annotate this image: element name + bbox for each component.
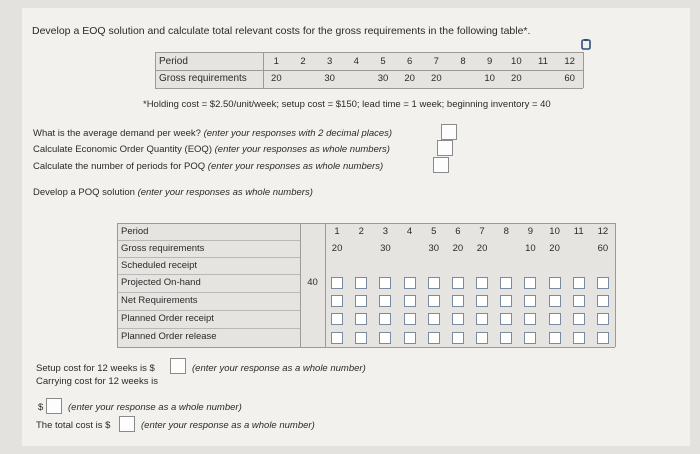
- carrying-cost-input[interactable]: [46, 398, 62, 414]
- planned-order-release-input[interactable]: [404, 332, 416, 344]
- poq-gross-cell: 20: [331, 243, 343, 254]
- question-average-demand-hint: (enter your responses with 2 decimal places): [203, 128, 393, 139]
- net-requirements-input[interactable]: [573, 295, 585, 307]
- net-requirements-input[interactable]: [355, 295, 367, 307]
- carrying-dollar: $: [38, 402, 44, 413]
- net-requirements-input[interactable]: [404, 295, 416, 307]
- poq-period-cell: 6: [455, 226, 461, 237]
- planned-order-receipt-input[interactable]: [404, 313, 416, 325]
- period-cell: 1: [273, 56, 279, 67]
- net-requirements-input[interactable]: [549, 295, 561, 307]
- poq-period-cell: 11: [573, 226, 584, 237]
- poq-period-cell: 5: [431, 226, 437, 237]
- projected-on-hand-input[interactable]: [597, 277, 609, 289]
- gross-requirements-label: Gross requirements: [159, 73, 247, 84]
- poq-row-label: Planned Order receipt: [121, 313, 214, 324]
- projected-on-hand-input[interactable]: [476, 277, 488, 289]
- planned-order-release-input[interactable]: [524, 332, 536, 344]
- poq-period-cell: 10: [549, 226, 560, 237]
- gross-cell: 10: [484, 73, 495, 84]
- total-cost-hint: (enter your response as a whole number): [141, 420, 315, 431]
- average-demand-input[interactable]: [441, 124, 457, 140]
- planned-order-receipt-input[interactable]: [524, 313, 536, 325]
- poq-gross-cell: 30: [380, 243, 391, 254]
- gross-cell: 20: [431, 73, 442, 84]
- planned-order-release-input[interactable]: [476, 332, 488, 344]
- planned-order-release-input[interactable]: [355, 332, 367, 344]
- setup-cost-label: Setup cost for 12 weeks is $: [36, 363, 155, 374]
- period-cell: 8: [460, 56, 466, 67]
- poq-row-label: Net Requirements: [121, 295, 198, 306]
- period-label: Period: [159, 56, 188, 67]
- poq-periods-input[interactable]: [433, 157, 449, 173]
- projected-on-hand-input[interactable]: [500, 277, 512, 289]
- gross-cell: 20: [511, 73, 522, 84]
- gross-cell: 30: [324, 73, 335, 84]
- poq-gross-cell: 20: [476, 243, 488, 254]
- gross-cell: 20: [271, 73, 282, 84]
- period-cell: 11: [538, 56, 548, 67]
- poq-period-cell: 2: [358, 226, 364, 237]
- poq-row-label: Planned Order release: [121, 331, 217, 342]
- planned-order-release-input[interactable]: [428, 332, 440, 344]
- poq-prompt: Develop a POQ solution: [33, 187, 135, 198]
- poq-period-cell: 1: [334, 226, 340, 237]
- projected-on-hand-input[interactable]: [331, 277, 343, 289]
- poq-row-label: Period: [121, 226, 149, 237]
- projected-on-hand-input[interactable]: [452, 277, 464, 289]
- planned-order-release-input[interactable]: [331, 332, 343, 344]
- period-cell: 3: [327, 56, 333, 67]
- poq-gross-cell: 10: [525, 243, 536, 254]
- net-requirements-input[interactable]: [476, 295, 488, 307]
- net-requirements-input[interactable]: [428, 295, 440, 307]
- projected-on-hand-start: 40: [307, 277, 318, 288]
- poq-gross-cell: 20: [452, 243, 464, 254]
- net-requirements-input[interactable]: [597, 295, 609, 307]
- setup-cost-input[interactable]: [170, 358, 186, 374]
- poq-gross-cell: 20: [549, 243, 560, 254]
- projected-on-hand-input[interactable]: [524, 277, 536, 289]
- footnote: *Holding cost = $2.50/unit/week; setup cost = $150; lead time = 1 week; beginning inventory = 40: [143, 99, 551, 110]
- projected-on-hand-input[interactable]: [379, 277, 391, 289]
- question-eoq-hint: (enter your responses as whole numbers): [214, 144, 390, 155]
- planned-order-receipt-input[interactable]: [452, 313, 464, 325]
- period-cell: 4: [353, 56, 359, 67]
- total-cost-label: The total cost is $: [36, 420, 111, 431]
- net-requirements-input[interactable]: [379, 295, 391, 307]
- net-requirements-input[interactable]: [331, 295, 343, 307]
- period-cell: 6: [407, 56, 413, 67]
- period-cell: 10: [511, 56, 522, 67]
- planned-order-receipt-input[interactable]: [379, 313, 391, 325]
- planned-order-receipt-input[interactable]: [428, 313, 440, 325]
- poq-period-cell: 3: [382, 226, 389, 237]
- question-average-demand: What is the average demand per week?: [33, 128, 201, 139]
- net-requirements-input[interactable]: [452, 295, 464, 307]
- period-cell: 2: [300, 56, 306, 67]
- net-requirements-input[interactable]: [524, 295, 536, 307]
- period-cell: 9: [487, 56, 493, 67]
- planned-order-receipt-input[interactable]: [573, 313, 585, 325]
- planned-order-release-input[interactable]: [452, 332, 464, 344]
- poq-row-label: Gross requirements: [121, 243, 205, 254]
- planned-order-release-input[interactable]: [500, 332, 512, 344]
- period-cell: 12: [564, 56, 575, 67]
- poq-row-label: Projected On-hand: [121, 277, 201, 288]
- poq-gross-cell: 60: [597, 243, 609, 254]
- projected-on-hand-input[interactable]: [549, 277, 561, 289]
- net-requirements-input[interactable]: [500, 295, 512, 307]
- question-poq-periods: Calculate the number of periods for POQ: [33, 161, 206, 172]
- planned-order-release-input[interactable]: [549, 332, 561, 344]
- question-poq-periods-hint: (enter your responses as whole numbers): [207, 161, 384, 172]
- projected-on-hand-input[interactable]: [404, 277, 416, 289]
- planned-order-receipt-input[interactable]: [476, 313, 488, 325]
- carrying-cost-label: Carrying cost for 12 weeks is: [36, 376, 158, 387]
- poq-period-cell: 8: [503, 226, 509, 237]
- planned-order-receipt-input[interactable]: [500, 313, 512, 325]
- poq-period-cell: 9: [527, 226, 534, 237]
- poq-period-cell: 12: [597, 226, 609, 237]
- planned-order-receipt-input[interactable]: [355, 313, 367, 325]
- poq-period-cell: 4: [406, 226, 413, 237]
- gross-cell: 20: [404, 73, 415, 84]
- carrying-cost-hint: (enter your response as a whole number): [68, 402, 242, 413]
- intro-text: Develop a EOQ solution and calculate total relevant costs for the gross requirements in the following table*.: [32, 25, 531, 37]
- period-cell: 7: [433, 56, 439, 67]
- total-cost-input[interactable]: [119, 416, 135, 432]
- planned-order-receipt-input[interactable]: [597, 313, 609, 325]
- poq-row-label: Scheduled receipt: [121, 260, 198, 271]
- period-cell: 5: [380, 56, 386, 67]
- setup-cost-hint: (enter your response as a whole number): [192, 363, 366, 374]
- eoq-input[interactable]: [437, 140, 453, 156]
- gross-cell: 60: [564, 73, 575, 84]
- projected-on-hand-input[interactable]: [428, 277, 440, 289]
- planned-order-receipt-input[interactable]: [331, 313, 343, 325]
- planned-order-release-input[interactable]: [597, 332, 609, 344]
- planned-order-release-input[interactable]: [573, 332, 585, 344]
- question-eoq: Calculate Economic Order Quantity (EOQ): [33, 144, 212, 155]
- projected-on-hand-input[interactable]: [573, 277, 585, 289]
- poq-period-cell: 7: [479, 226, 485, 237]
- projected-on-hand-input[interactable]: [355, 277, 367, 289]
- gross-cell: 30: [377, 73, 389, 84]
- planned-order-receipt-input[interactable]: [549, 313, 561, 325]
- poq-prompt-hint: (enter your responses as whole numbers): [137, 187, 313, 198]
- planned-order-release-input[interactable]: [379, 332, 391, 344]
- poq-gross-cell: 30: [428, 243, 440, 254]
